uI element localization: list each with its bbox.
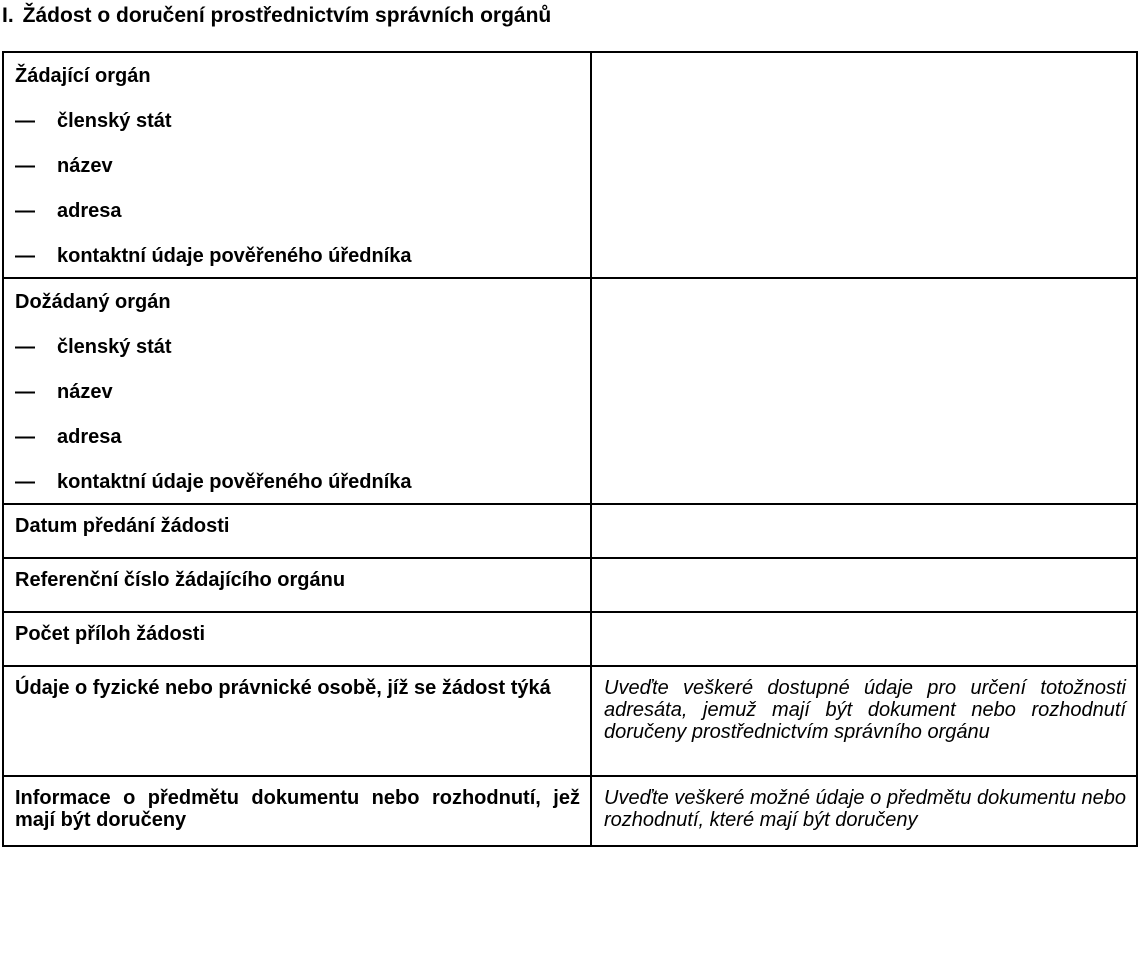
table-row-reference <box>3 558 1137 612</box>
reference-value[interactable] <box>591 558 1137 612</box>
requesting-authority-label: Žádající orgán <box>15 65 151 87</box>
requesting-authority-member-state: — členský stát <box>15 110 172 132</box>
requesting-authority-contact: — kontaktní údaje pověřeného úředníka <box>15 245 412 267</box>
requested-authority-label-cell <box>3 278 591 504</box>
requesting-authority-label-cell <box>3 52 591 278</box>
person-value-cell <box>591 666 1137 776</box>
requesting-authority-name: — název <box>15 155 113 177</box>
table-row-subject <box>3 776 1137 846</box>
requested-authority-member-state: — členský stát <box>15 336 172 358</box>
attachments-value[interactable] <box>591 612 1137 666</box>
requesting-authority-address: — adresa <box>15 200 122 222</box>
table-row-attachments <box>3 612 1137 666</box>
requested-authority-contact: — kontaktní údaje pověřeného úředníka <box>15 471 412 493</box>
person-label-cell <box>3 666 591 776</box>
subject-value: Uveďte veškeré možné údaje o předmětu dokumentu nebo rozhodnutí, které mají být doručeny <box>604 787 1126 831</box>
subject-label: Informace o předmětu dokumentu nebo rozhodnutí, jež mají být doručeny <box>15 787 580 831</box>
section-title: Žádost o doručení prostřednictvím správních orgánů <box>22 4 552 27</box>
table-row-person <box>3 666 1137 776</box>
date-value[interactable] <box>591 504 1137 558</box>
requested-authority-address: — adresa <box>15 426 122 448</box>
attachments-label: Počet příloh žádosti <box>3 612 591 666</box>
table-row-requested-authority <box>3 278 1137 504</box>
requested-authority-value[interactable] <box>591 278 1137 504</box>
request-form-table <box>2 51 1138 847</box>
table-row-requesting-authority <box>3 52 1137 278</box>
subject-label-cell <box>3 776 591 846</box>
section-number: I. <box>2 4 14 27</box>
person-value: Uveďte veškeré dostupné údaje pro určení totožnosti adresáta, jemuž mají být dokument nebo rozhodnutí doručeny prostřednictvím správního orgánu <box>604 677 1126 743</box>
person-label: Údaje o fyzické nebo právnické osobě, jíž se žádost týká <box>15 677 551 699</box>
date-label: Datum předání žádosti <box>3 504 591 558</box>
section-heading <box>2 4 551 28</box>
reference-label: Referenční číslo žádajícího orgánu <box>3 558 591 612</box>
requested-authority-label: Dožádaný orgán <box>15 291 171 313</box>
table-row-date <box>3 504 1137 558</box>
subject-value-cell <box>591 776 1137 846</box>
requested-authority-name: — název <box>15 381 113 403</box>
requesting-authority-value[interactable] <box>591 52 1137 278</box>
